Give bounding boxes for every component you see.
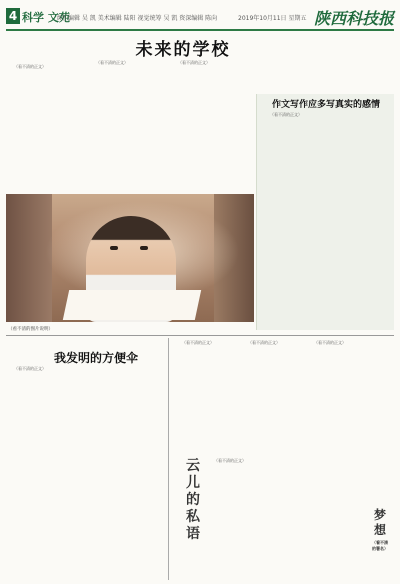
bottom-middle-article-column-2-text: （看不清的正文） (214, 458, 246, 463)
header-divider (6, 29, 394, 31)
bottom-right-article-body (306, 340, 370, 578)
newspaper-logo: 陕西科技报 (313, 9, 394, 28)
main-article-column-2-text: （看不清的正文） (96, 60, 128, 65)
editor-info: 责任编辑 吴 凯 美术编辑 陆阳 视觉统筹 吴 凯 资深编辑 陈向 (56, 15, 218, 22)
main-article-column-3-text: （看不清的正文） (178, 60, 210, 65)
section-divider (6, 335, 394, 336)
bottom-right-article-title (372, 508, 388, 552)
sidebar-article-body (262, 112, 390, 326)
section-title: 科学 文苑 (22, 11, 70, 24)
bottom-right-article-byline: （看不清的署名） (372, 540, 388, 551)
bottom-middle-article-title (184, 458, 202, 543)
bottom-right-article-text: （看不清的正文） (314, 340, 346, 345)
bottom-middle-article-column-3 (240, 340, 302, 578)
title-char: 语 (186, 526, 200, 542)
main-article-column-2 (88, 60, 166, 192)
bottom-left-article-text: （看不清的正文） (14, 366, 46, 371)
sidebar-article-title: 作文写作应多写真实的感情 (271, 100, 380, 110)
masthead (6, 6, 394, 28)
main-article-column-1-text: （看不清的正文） (14, 64, 46, 69)
bottom-middle-article-column-1 (174, 340, 236, 454)
title-char: 儿 (186, 475, 200, 491)
bottom-middle-article-column-3-text: （看不清的正文） (248, 340, 280, 345)
main-article-column-1 (6, 64, 84, 192)
column-divider (168, 338, 169, 580)
photo-child-eye-left (110, 246, 118, 250)
photo-caption: （看不清的图片说明） (8, 327, 53, 332)
photo-child-eye-right (140, 246, 148, 250)
page-number: 4 (6, 8, 20, 24)
bottom-left-article-body (6, 366, 164, 578)
title-char: 私 (186, 509, 200, 525)
sidebar-article-text: （看不清的正文） (270, 112, 302, 117)
bottom-middle-article-column-1-text: （看不清的正文） (182, 340, 214, 345)
main-article-column-3 (170, 60, 252, 180)
bottom-left-article-title: 我发明的方便伞 (53, 351, 138, 365)
title-char: 的 (186, 492, 200, 508)
main-article-title: 未来的学校 (135, 40, 231, 60)
child-reading-photo (6, 194, 254, 322)
title-char: 想 (373, 523, 386, 537)
photo-open-book (63, 290, 201, 320)
title-char: 云 (186, 458, 200, 474)
title-char: 梦 (373, 508, 386, 522)
issue-date: 2019年10月11日 星期五 (238, 15, 307, 22)
